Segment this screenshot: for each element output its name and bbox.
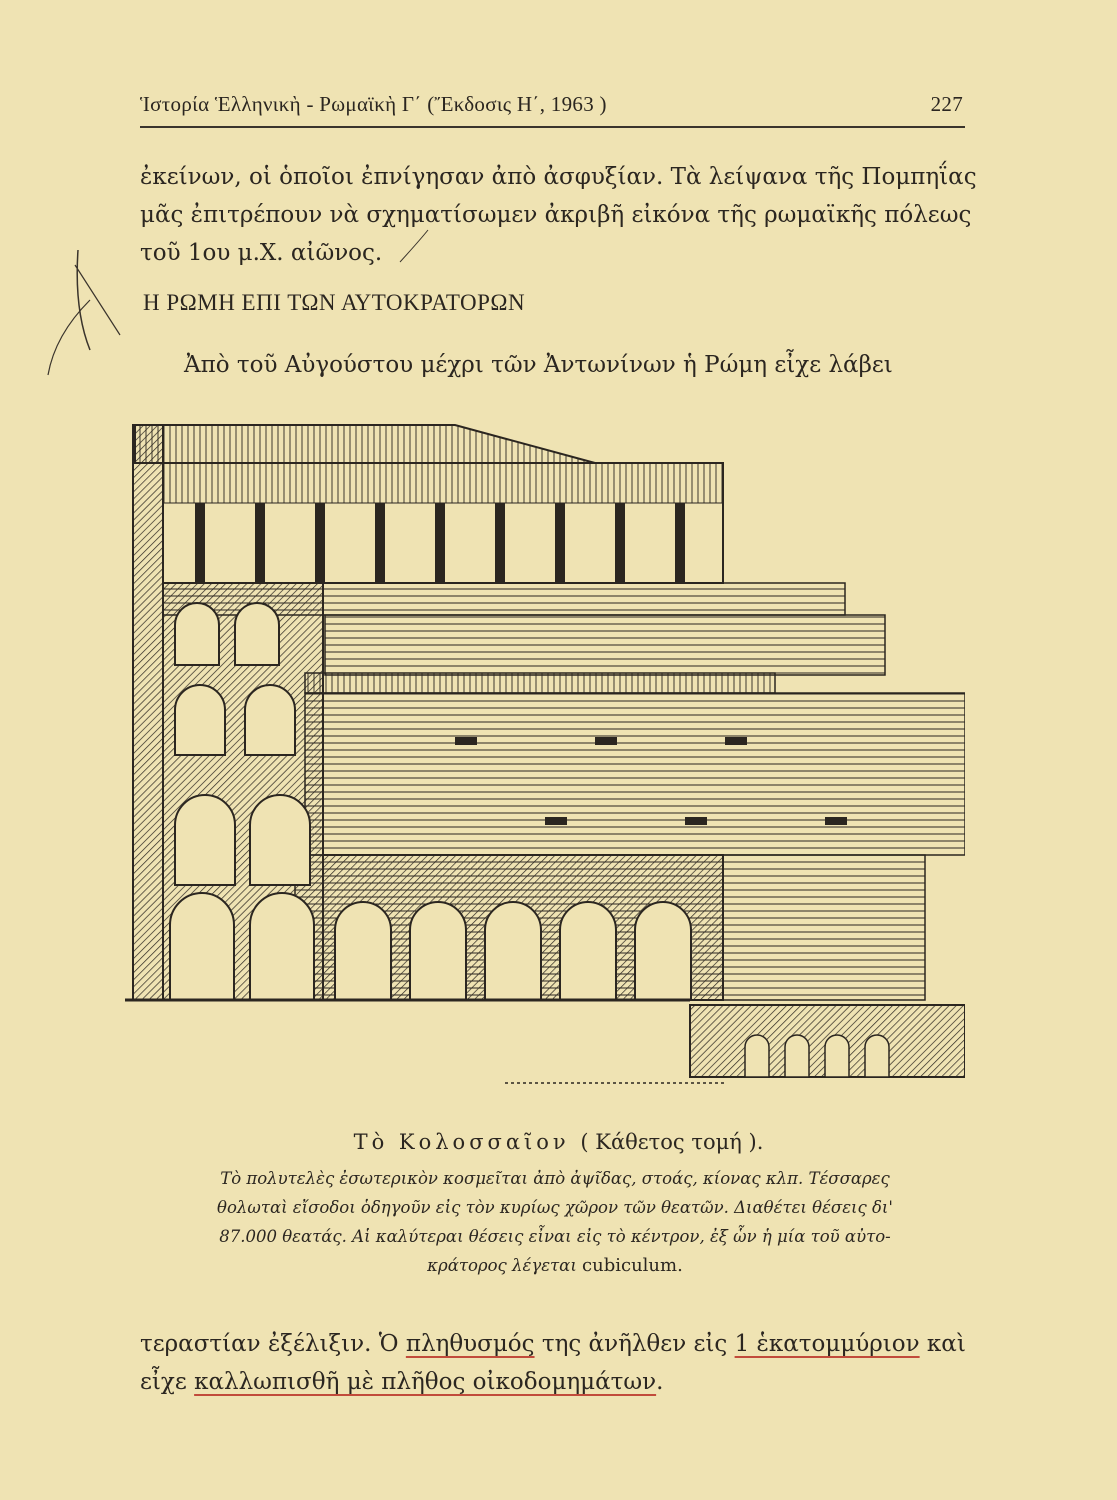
header-title: Ἱστορία Ἑλληνικὴ - Ρωμαϊκὴ Γ΄ (Ἔκδοσις Η΄, 1963 ) (140, 92, 607, 116)
caption-line: Τὸ πολυτελὲς ἐσωτερικὸν κοσμεῖται ἀπὸ ἀψῖδας, στοάς, κίονας κλπ. Τέσσαρες (220, 1169, 890, 1188)
text-fragment: της ἀνῆλθεν εἰς (534, 1331, 735, 1357)
caption-title: Τὸ Κολοσσαῖον (353, 1130, 570, 1154)
caption-subtitle: ( Κάθετος τομή ). (580, 1130, 764, 1154)
text-fragment: . (656, 1369, 664, 1395)
figure-caption-title (0, 1130, 1117, 1154)
caption-line-last (140, 1251, 970, 1280)
text-fragment: καὶ (919, 1331, 966, 1357)
paragraph-1 (140, 158, 977, 272)
paragraph-1-line: μᾶς ἐπιτρέπουν νὰ σχηματίσωμεν ἀκριβῆ εἰκόνα τῆς ρωμαϊκῆς πόλεως (140, 202, 972, 228)
header-rule (140, 126, 965, 128)
caption-line: 87.000 θεατάς. Αἱ καλύτεραι θέσεις εἶναι εἰς τὸ κέντρον, ἐξ ὧν ἡ μία τοῦ αὐτο- (219, 1227, 891, 1246)
underlined-word-population: πληθυσμός (405, 1331, 535, 1357)
caption-line: θολωταὶ εἴσοδοι ὁδηγοῦν εἰς τὸν κυρίως χῶρον τῶν θεατῶν. Διαθέτει θέσεις δι' (217, 1198, 893, 1217)
paragraph-3-line (140, 1325, 970, 1363)
text-fragment: τεραστίαν ἐξέλιξιν. Ὁ (140, 1331, 406, 1357)
paragraph-3 (140, 1325, 970, 1401)
text-fragment: εἶχε (140, 1369, 195, 1395)
section-heading: Η ΡΩΜΗ ΕΠΙ ΤΩΝ ΑΥΤΟΚΡΑΤΟΡΩΝ (143, 290, 526, 315)
paragraph-3-line (140, 1363, 970, 1401)
paragraph-2: Ἀπὸ τοῦ Αὐγούστου μέχρι τῶν Ἀντωνίνων ἡ Ρώμη εἶχε λάβει (184, 352, 893, 378)
paragraph-1-line: ἐκείνων, οἱ ὁποῖοι ἐπνίγησαν ἀπὸ ἀσφυξίαν. Τὰ λείψανα τῆς Πομπηΐας (140, 164, 977, 190)
running-header (140, 88, 965, 124)
colosseum-section-illustration (125, 415, 965, 1090)
paragraph-1-line: τοῦ 1ου μ.Χ. αἰῶνος. (140, 240, 383, 266)
caption-line: κράτορος λέγεται (427, 1256, 577, 1275)
caption-latin-term: cubiculum. (582, 1255, 683, 1276)
underlined-phrase-buildings: καλλωπισθῆ μὲ πλῆθος οἰκοδομημάτων (194, 1369, 657, 1395)
underlined-phrase-million: 1 ἑκατομμύριον (734, 1331, 920, 1357)
page-number: 227 (930, 92, 963, 116)
figure-caption-body (140, 1164, 970, 1280)
